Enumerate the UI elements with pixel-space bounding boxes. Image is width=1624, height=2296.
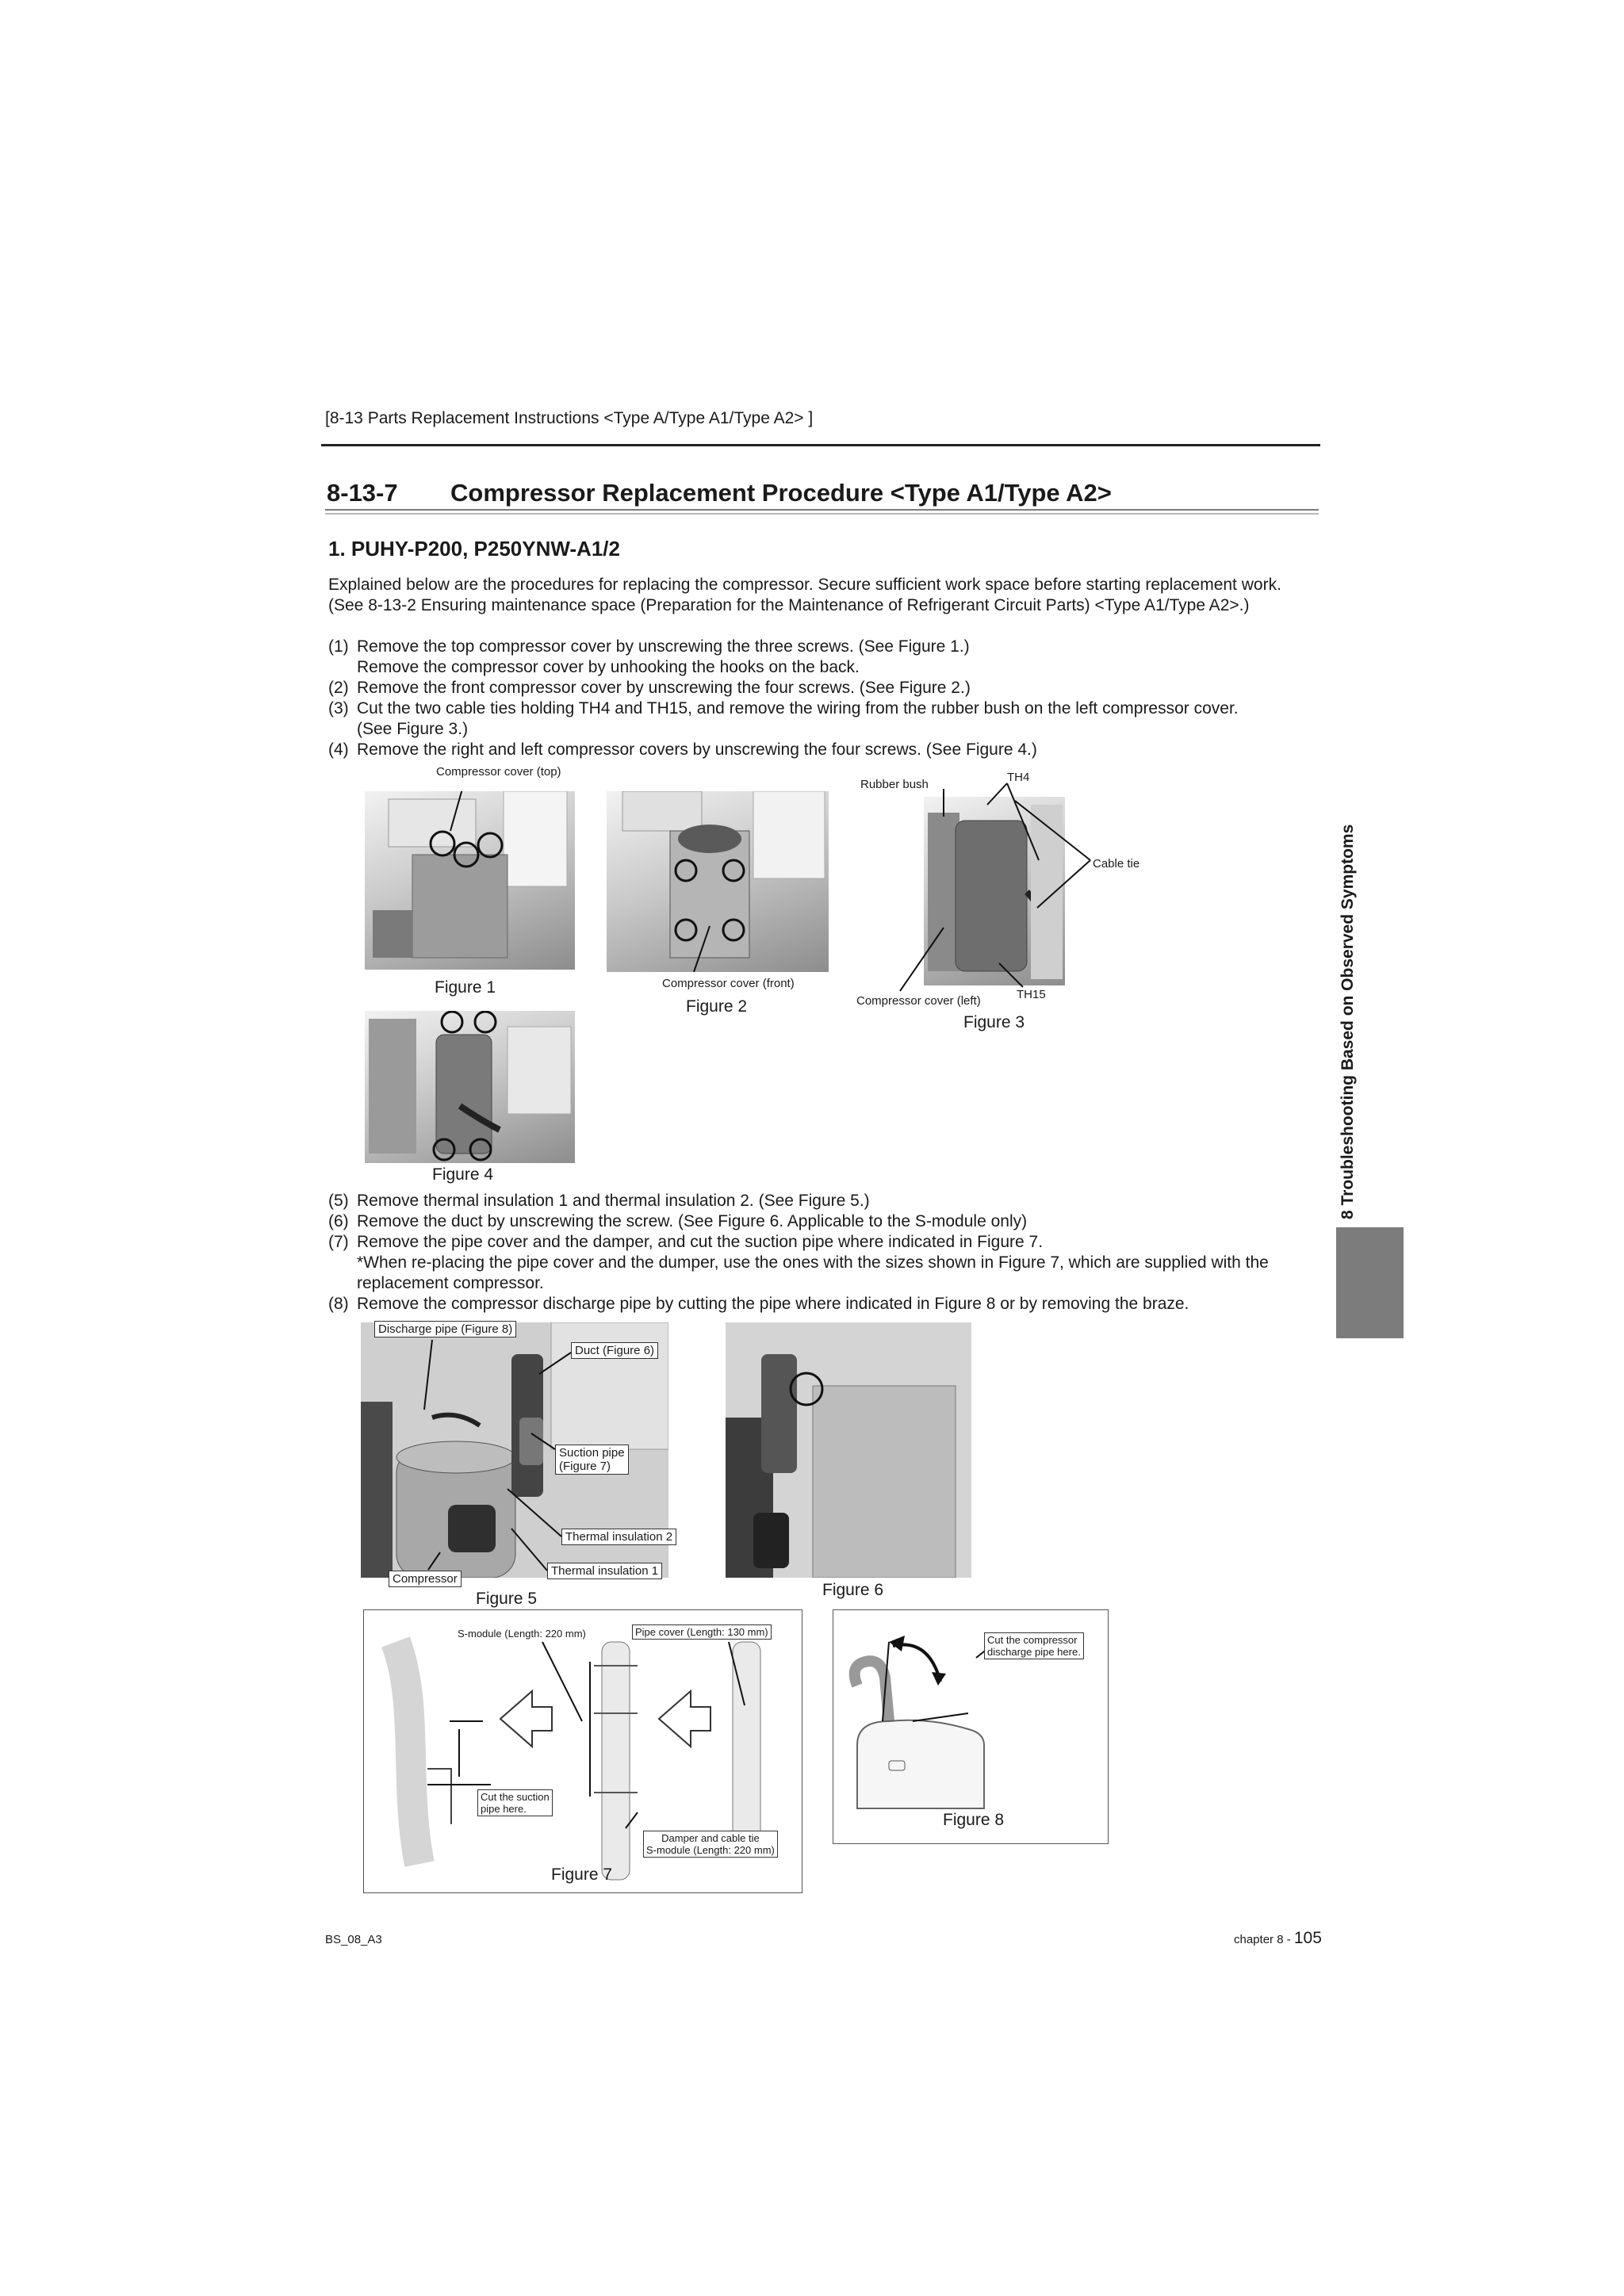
figure-4-caption: Figure 4	[432, 1165, 494, 1184]
screw-circle	[478, 833, 502, 857]
step-number: (5)	[328, 1192, 349, 1210]
fig3-label-cable-tie: Cable tie	[1093, 857, 1140, 871]
section-number: 8-13-7	[327, 479, 398, 507]
fig3-label-th4: TH4	[1007, 771, 1030, 784]
damper-line2: S-module (Length: 220 mm)	[646, 1844, 775, 1856]
step-7	[328, 1232, 1320, 1294]
footer-chapter-prefix: chapter 8 -	[1234, 1933, 1294, 1946]
step-8	[328, 1294, 1320, 1314]
suction-pipe-line1: Suction pipe	[559, 1446, 625, 1460]
figure-4-drawing	[365, 1011, 575, 1163]
step-text: Remove the compressor discharge pipe by cutting the pipe where indicated in Figure 8 or by removing the braze.	[357, 1295, 1189, 1313]
figure-5-leaders	[361, 1322, 668, 1578]
figure-3-caption: Figure 3	[963, 1013, 1025, 1031]
step-3	[328, 698, 1320, 740]
step-number: (7)	[328, 1233, 349, 1251]
step-number: (8)	[328, 1295, 349, 1313]
step-text: Cut the two cable ties holding TH4 and TH15, and remove the wiring from the rubber bush on the left compressor cover.	[357, 699, 1239, 718]
screw-circle	[442, 1012, 462, 1032]
screw-circle	[475, 1012, 496, 1032]
figure-4-photo	[365, 1011, 575, 1163]
figure-6-photo	[726, 1322, 971, 1578]
fig5-label-duct: Duct (Figure 6)	[571, 1342, 658, 1359]
subsection-title: 1. PUHY-P200, P250YNW-A1/2	[328, 537, 620, 561]
section-rule	[325, 509, 1319, 511]
intro-paragraph: Explained below are the procedures for replacing the compressor. Secure sufficient work space before starting replacement work. (See 8-13-2 Ensuring maintenance space (Preparation for the Maintenance of Refrigerant Circuit Parts) <Type A1/Type A2>.)	[328, 576, 1281, 614]
fig1-label-cover-top: Compressor cover (top)	[436, 765, 561, 779]
cut-discharge-line2: discharge pipe here.	[987, 1646, 1081, 1658]
figure-6-drawing	[726, 1322, 971, 1578]
running-header: [8-13 Parts Replacement Instructions <Type A/Type A1/Type A2> ]	[325, 409, 814, 427]
damper-line1: Damper and cable tie	[661, 1832, 760, 1844]
footer-page	[1234, 1929, 1322, 1948]
step-number: (6)	[328, 1212, 349, 1230]
figure-2-drawing	[607, 791, 829, 972]
fig3-label-th15: TH15	[1017, 988, 1046, 1001]
figure-1-caption: Figure 1	[435, 978, 496, 997]
figure-3-leaders	[856, 769, 1118, 999]
step-extra: (See Figure 3.)	[357, 720, 469, 738]
suction-pipe-line2: (Figure 7)	[559, 1460, 611, 1473]
fig5-label-discharge-pipe: Discharge pipe (Figure 8)	[374, 1321, 516, 1337]
step-number: (2)	[328, 679, 349, 697]
fig5-label-thermal-insulation-2: Thermal insulation 2	[561, 1529, 676, 1545]
step-number: (4)	[328, 740, 349, 759]
figure-8-caption: Figure 8	[943, 1811, 1005, 1829]
fig2-label-cover-front: Compressor cover (front)	[662, 977, 795, 990]
figure-2-caption: Figure 2	[686, 997, 748, 1016]
cut-suction-line2: pipe here.	[481, 1803, 527, 1815]
figure-2-photo	[607, 791, 829, 972]
step-extra: Remove the compressor cover by unhooking the hooks on the back.	[357, 658, 860, 676]
fig5-label-compressor: Compressor	[389, 1571, 462, 1587]
step-extra: *When re-placing the pipe cover and the dumper, use the ones with the sizes shown in Figure 7, which are supplied with the replacement compressor.	[357, 1253, 1269, 1292]
cut-suction-line1: Cut the suction	[481, 1791, 550, 1803]
figure-7-frame	[363, 1609, 802, 1893]
figure-8-frame	[833, 1609, 1109, 1844]
header-rule	[321, 444, 1320, 446]
figure-1-drawing	[365, 791, 575, 970]
step-text: Remove thermal insulation 1 and thermal insulation 2. (See Figure 5.)	[357, 1192, 870, 1210]
steps-list-b	[328, 1191, 1320, 1314]
figure-7-caption: Figure 7	[551, 1866, 613, 1884]
section-title-text: Compressor Replacement Procedure <Type A1/Type A2>	[450, 479, 1112, 507]
step-6	[328, 1211, 1320, 1232]
step-text: Remove the top compressor cover by unscrewing the three screws. (See Figure 1.)	[357, 637, 970, 656]
fig3-label-cover-left: Compressor cover (left)	[856, 994, 981, 1008]
fig8-label-cut-discharge	[984, 1632, 1084, 1659]
fig7-label-damper	[643, 1831, 778, 1858]
step-text: Remove the pipe cover and the damper, and cut the suction pipe where indicated in Figure 7.	[357, 1233, 1044, 1251]
step-number: (1)	[328, 637, 349, 656]
figure-5-caption: Figure 5	[476, 1590, 538, 1608]
figure-6-caption: Figure 6	[822, 1581, 884, 1599]
steps-list-a	[328, 637, 1320, 760]
fig7-label-s-module: S-module (Length: 220 mm)	[458, 1628, 586, 1640]
page-number: 105	[1293, 1929, 1322, 1947]
fig7-label-pipe-cover: Pipe cover (Length: 130 mm)	[632, 1624, 772, 1640]
step-5	[328, 1191, 1320, 1211]
cut-discharge-line1: Cut the compressor	[987, 1634, 1078, 1646]
step-number: (3)	[328, 699, 349, 718]
step-text: Remove the duct by unscrewing the screw. (See Figure 6. Applicable to the S-module only)	[357, 1212, 1028, 1230]
chapter-side-tab-block	[1336, 1227, 1404, 1338]
section-title	[327, 479, 1112, 507]
fig3-label-rubber-bush: Rubber bush	[860, 778, 929, 791]
figure-1-photo	[365, 791, 575, 970]
footer-doc-code: BS_08_A3	[325, 1933, 382, 1946]
step-4	[328, 740, 1320, 760]
step-text: Remove the front compressor cover by unscrewing the four screws. (See Figure 2.)	[357, 679, 971, 697]
step-text: Remove the right and left compressor covers by unscrewing the four screws. (See Figure 4.)	[357, 740, 1037, 759]
fig7-label-cut-suction	[477, 1789, 553, 1816]
step-2	[328, 678, 1320, 698]
step-1	[328, 637, 1320, 678]
chapter-side-tab-text: 8 Troubleshooting Based on Observed Symptoms	[1339, 824, 1357, 1219]
fig5-label-thermal-insulation-1: Thermal insulation 1	[547, 1563, 662, 1579]
section-rule-shadow	[325, 513, 1319, 515]
